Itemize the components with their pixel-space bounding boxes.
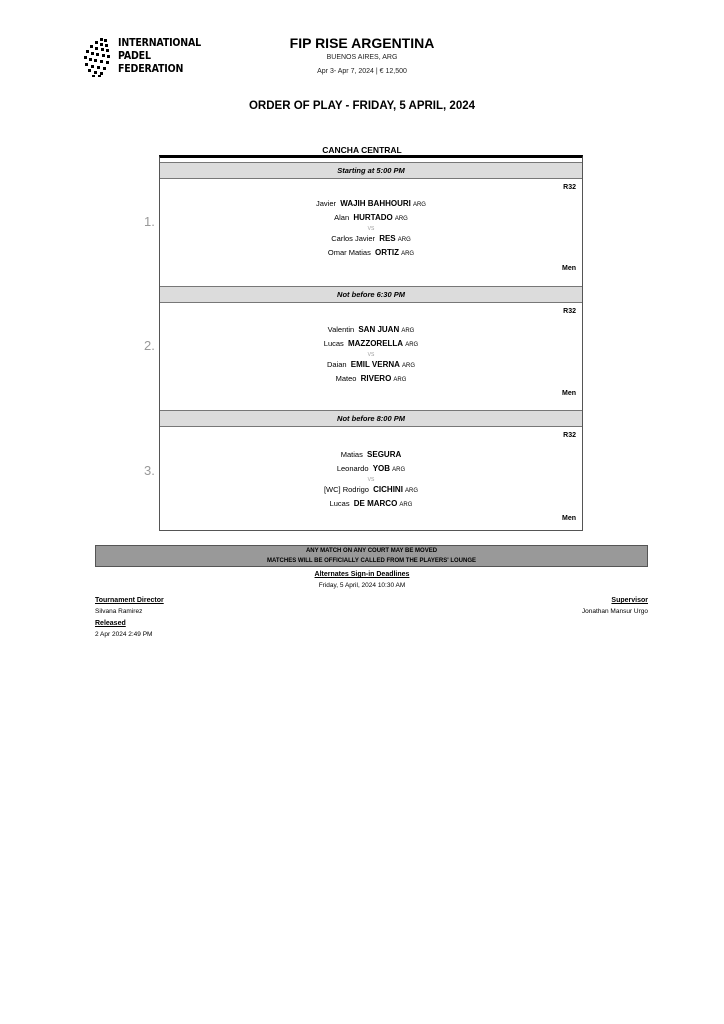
- time-slot: Not before 6:30 PM: [160, 286, 582, 303]
- alternates-deadline: Friday, 5 April, 2024 10:30 AM: [318, 582, 406, 589]
- supervisor-name: Jonathan Mansur Urgo: [581, 608, 648, 615]
- match-number: 1.: [144, 214, 155, 229]
- alternates-title: Alternates Sign-in Deadlines: [314, 571, 410, 578]
- player-name: Lucas MAZZORELLA ARG: [323, 339, 419, 348]
- player-name: Javier WAJIH BAHHOURI ARG: [316, 199, 426, 208]
- time-slot: Starting at 5:00 PM: [160, 162, 582, 179]
- court-name: CANCHA CENTRAL: [322, 145, 402, 155]
- match-category: Men: [562, 390, 576, 397]
- match-number: 2.: [144, 338, 155, 353]
- vs-separator: VS: [367, 226, 375, 232]
- match-round: R32: [563, 308, 576, 315]
- match-round: R32: [563, 432, 576, 439]
- player-name: Leonardo YOB ARG: [336, 464, 406, 473]
- notice-line: MATCHES WILL BE OFFICIALLY CALLED FROM THE PLAYERS' LOUNGE: [267, 557, 476, 564]
- vs-separator: VS: [367, 477, 375, 483]
- tournament-title: FIP RISE ARGENTINA: [289, 35, 435, 51]
- order-of-play-title: ORDER OF PLAY - FRIDAY, 5 APRIL, 2024: [248, 100, 476, 112]
- player-name: Mateo RIVERO ARG: [335, 374, 407, 383]
- released-label: Released: [95, 620, 126, 627]
- released-datetime: 2 Apr 2024 2:49 PM: [95, 631, 153, 638]
- player-name: [WC] Rodrigo CICHINI ARG: [323, 485, 419, 494]
- player-name: Lucas DE MARCO ARG: [329, 499, 413, 508]
- player-name: Valentin SAN JUAN ARG: [327, 325, 415, 334]
- match-round: R32: [563, 184, 576, 191]
- schedule-table: [144, 155, 583, 531]
- player-name: Matias SEGURA: [340, 450, 402, 459]
- match-category: Men: [562, 515, 576, 522]
- time-slot: Not before 8:00 PM: [160, 410, 582, 427]
- player-name: Alan HURTADO ARG: [334, 213, 408, 222]
- tournament-dates-prize: Apr 3- Apr 7, 2024 | € 12,500: [317, 68, 407, 75]
- match-row: [144, 303, 582, 407]
- match-row: [144, 179, 582, 283]
- player-name: Omar Matias ORTIZ ARG: [327, 248, 415, 257]
- player-name: Daian EMIL VERNA ARG: [326, 360, 416, 369]
- match-category: Men: [562, 265, 576, 272]
- player-name: Carlos Javier RES ARG: [331, 234, 411, 243]
- match-row: [144, 427, 582, 531]
- match-number: 3.: [144, 463, 155, 478]
- supervisor-label: Supervisor: [611, 597, 648, 604]
- vs-separator: VS: [367, 352, 375, 358]
- notice-line: ANY MATCH ON ANY COURT MAY BE MOVED: [305, 548, 438, 554]
- tournament-location: BUENOS AIRES, ARG: [326, 54, 398, 61]
- logo-wordmark: INTERNATIONAL PADEL FEDERATION: [118, 37, 201, 75]
- tournament-director-name: Silvana Ramirez: [95, 608, 143, 615]
- notice-banner: [95, 545, 648, 567]
- tournament-director-label: Tournament Director: [95, 597, 164, 604]
